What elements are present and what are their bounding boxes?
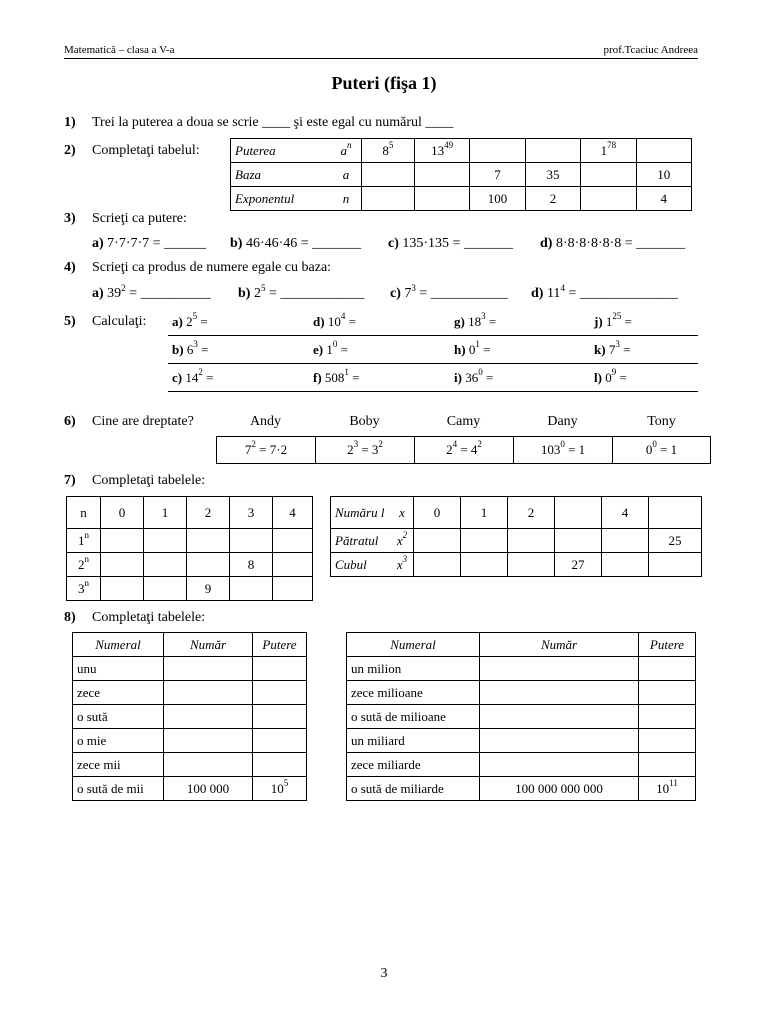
cell	[101, 529, 144, 553]
sym-an: $a^n$	[331, 139, 361, 163]
cell	[414, 529, 461, 553]
cell: o sută de miliarde	[347, 777, 480, 801]
cell	[480, 753, 639, 777]
cell	[361, 187, 414, 211]
q5-item: g) $18^3$ =	[450, 308, 590, 336]
col-numeral: Numeral	[347, 633, 480, 657]
cell	[602, 529, 649, 553]
page-header	[64, 44, 698, 59]
q8-number: 8)	[64, 610, 76, 625]
sym-x3: $x^3$	[391, 553, 414, 577]
cell	[480, 681, 639, 705]
cell: 4	[636, 187, 691, 211]
q5-item: d) $10^4$ =	[309, 308, 450, 336]
q4-a: a) $39^2$ = __________	[92, 283, 211, 301]
q5-text: Calculaţi:	[92, 314, 147, 329]
cell	[164, 681, 253, 705]
cell	[187, 553, 230, 577]
cell	[144, 553, 187, 577]
q5-item: a) $2^5$ =	[168, 308, 309, 336]
page-title: Puteri (fişa 1)	[331, 73, 437, 93]
row-3n: 3$^n$	[67, 577, 101, 601]
q3-c: c) 135·135 = _______	[388, 236, 513, 251]
col-putere: Putere	[639, 633, 696, 657]
q8-text: Completaţi tabelele:	[92, 610, 206, 625]
cell: 2	[508, 497, 555, 529]
cell	[508, 553, 555, 577]
cell: $1^{78}$	[581, 139, 636, 163]
eq-tony: $0^0 = 1$	[613, 437, 711, 464]
cell	[602, 553, 649, 577]
cell: o sută de milioane	[347, 705, 480, 729]
cell	[480, 657, 639, 681]
cell: 0	[101, 497, 144, 529]
cell	[414, 553, 461, 577]
cell: un milion	[347, 657, 480, 681]
header-right: prof.Tcaciuc Andreea	[603, 44, 698, 56]
cell	[480, 705, 639, 729]
col-numar: Număr	[164, 633, 253, 657]
cell	[253, 681, 307, 705]
row-patratul: Pătratul	[331, 529, 392, 553]
q5-item: c) $14^2$ =	[168, 364, 309, 392]
row-1n: 1$^n$	[67, 529, 101, 553]
cell	[639, 753, 696, 777]
cell	[636, 139, 691, 163]
q4-c: c) $7^3$ = ___________	[390, 283, 508, 301]
q2-label: Completaţi tabelul:	[92, 143, 200, 158]
q3-number: 3)	[64, 211, 76, 226]
cell: 8	[230, 553, 273, 577]
cell	[164, 657, 253, 681]
cell: o mie	[73, 729, 164, 753]
cell	[649, 553, 702, 577]
cell: zece mii	[73, 753, 164, 777]
q3-d: d) 8·8·8·8·8·8 = _______	[540, 236, 686, 251]
cell: zece miliarde	[347, 753, 480, 777]
q6-number: 6)	[64, 414, 76, 429]
q5-item: f) $508^1$ =	[309, 364, 450, 392]
cell	[361, 163, 414, 187]
q4-d: d) $11^4$ = ______________	[531, 283, 678, 301]
cell: $8^5$	[361, 139, 414, 163]
q5-item: i) $36^0$ =	[450, 364, 590, 392]
cell: $13^{49}$	[414, 139, 469, 163]
cell: 2	[525, 187, 580, 211]
name-andy: Andy	[249, 414, 282, 429]
cell	[555, 497, 602, 529]
q5-item: l) $0^9$ =	[590, 364, 698, 392]
cell: $10^{11}$	[639, 777, 696, 801]
q7-table-squares	[330, 496, 702, 577]
cell	[101, 577, 144, 601]
cell	[639, 681, 696, 705]
row-cubul: Cubul	[331, 553, 392, 577]
q2-table	[230, 138, 692, 211]
cell	[555, 529, 602, 553]
cell	[253, 753, 307, 777]
name-tony: Tony	[647, 414, 676, 429]
q5-item: j) $1^{25}$ =	[590, 308, 698, 336]
cell-numarul: Număru l	[331, 497, 392, 529]
q3-text: Scrieţi ca putere:	[92, 211, 187, 226]
cell	[273, 577, 313, 601]
cell	[230, 577, 273, 601]
cell	[508, 529, 555, 553]
q3-b: b) 46·46·46 = _______	[230, 236, 362, 251]
eq-dany: $103^0 = 1$	[514, 437, 613, 464]
sym-x2: $x^2$	[391, 529, 414, 553]
cell: 35	[525, 163, 580, 187]
q3-a: a) 7·7·7·7 = ______	[92, 236, 207, 251]
q5-item: b) $6^3$ =	[168, 336, 309, 364]
cell: unu	[73, 657, 164, 681]
cell	[639, 729, 696, 753]
cell: 100 000 000 000	[480, 777, 639, 801]
cell: 27	[555, 553, 602, 577]
cell: 3	[230, 497, 273, 529]
q5-item: k) $7^3$ =	[590, 336, 698, 364]
eq-andy: $7^2 = 7\cdot 2$	[217, 437, 316, 464]
cell	[273, 529, 313, 553]
cell	[480, 729, 639, 753]
cell: $10^5$	[253, 777, 307, 801]
cell: 9	[187, 577, 230, 601]
cell	[253, 705, 307, 729]
q4-b: b) $2^5$ = ____________	[238, 283, 365, 301]
cell	[253, 657, 307, 681]
q1-text: Trei la puterea a doua se scrie ____ şi este egal cu numărul ____	[92, 115, 454, 130]
cell: 25	[649, 529, 702, 553]
cell: 10	[636, 163, 691, 187]
cell	[581, 187, 636, 211]
cell	[164, 753, 253, 777]
cell: o sută	[73, 705, 164, 729]
cell: 100	[470, 187, 525, 211]
q8-table-left	[72, 632, 307, 801]
q5-item: e) $1^0$ =	[309, 336, 450, 364]
cell	[164, 705, 253, 729]
cell	[525, 139, 580, 163]
cell: zece	[73, 681, 164, 705]
cell	[461, 529, 508, 553]
row-baza: Baza	[231, 163, 332, 187]
col-numeral: Numeral	[73, 633, 164, 657]
cell: 1	[461, 497, 508, 529]
cell	[649, 497, 702, 529]
cell	[581, 163, 636, 187]
cell: 4	[273, 497, 313, 529]
sym-n: n	[331, 187, 361, 211]
cell	[414, 187, 469, 211]
cell: 7	[470, 163, 525, 187]
q7-number: 7)	[64, 473, 76, 488]
name-camy: Camy	[446, 414, 481, 429]
row-2n: 2$^n$	[67, 553, 101, 577]
eq-camy: $2^4 = 4^2$	[415, 437, 514, 464]
q7-text: Completaţi tabelele:	[92, 473, 206, 488]
q5-grid	[168, 308, 698, 392]
cell	[187, 529, 230, 553]
col-putere: Putere	[253, 633, 307, 657]
cell	[639, 705, 696, 729]
name-boby: Boby	[349, 414, 380, 429]
q6-table	[216, 436, 711, 464]
cell: 2	[187, 497, 230, 529]
cell	[101, 553, 144, 577]
sym-a: a	[331, 163, 361, 187]
q5-number: 5)	[64, 314, 76, 329]
cell	[253, 729, 307, 753]
q5-item: h) $0^1$ =	[450, 336, 590, 364]
q2-number: 2)	[64, 143, 76, 158]
q4-number: 4)	[64, 260, 76, 275]
q1-number: 1)	[64, 115, 76, 130]
cell	[230, 529, 273, 553]
q6-text: Cine are dreptate?	[92, 414, 194, 429]
row-puterea: Puterea	[231, 139, 332, 163]
cell: n	[67, 497, 101, 529]
cell	[164, 729, 253, 753]
q8-table-right	[346, 632, 696, 801]
page-number: 3	[380, 966, 388, 981]
cell: o sută de mii	[73, 777, 164, 801]
cell: 1	[144, 497, 187, 529]
cell	[273, 553, 313, 577]
cell	[144, 529, 187, 553]
header-left: Matematică – clasa a V-a	[64, 44, 175, 56]
cell: zece milioane	[347, 681, 480, 705]
cell	[461, 553, 508, 577]
cell: 4	[602, 497, 649, 529]
cell: 0	[414, 497, 461, 529]
cell	[144, 577, 187, 601]
sym-x: x	[391, 497, 414, 529]
name-dany: Dany	[547, 414, 578, 429]
eq-boby: $2^3 = 3^2$	[316, 437, 415, 464]
q7-table-powers	[66, 496, 313, 601]
cell	[414, 163, 469, 187]
cell: 100 000	[164, 777, 253, 801]
cell	[470, 139, 525, 163]
row-exponentul: Exponentul	[231, 187, 332, 211]
cell	[639, 657, 696, 681]
col-numar: Număr	[480, 633, 639, 657]
cell: un miliard	[347, 729, 480, 753]
q4-text: Scrieţi ca produs de numere egale cu baza:	[92, 260, 332, 275]
